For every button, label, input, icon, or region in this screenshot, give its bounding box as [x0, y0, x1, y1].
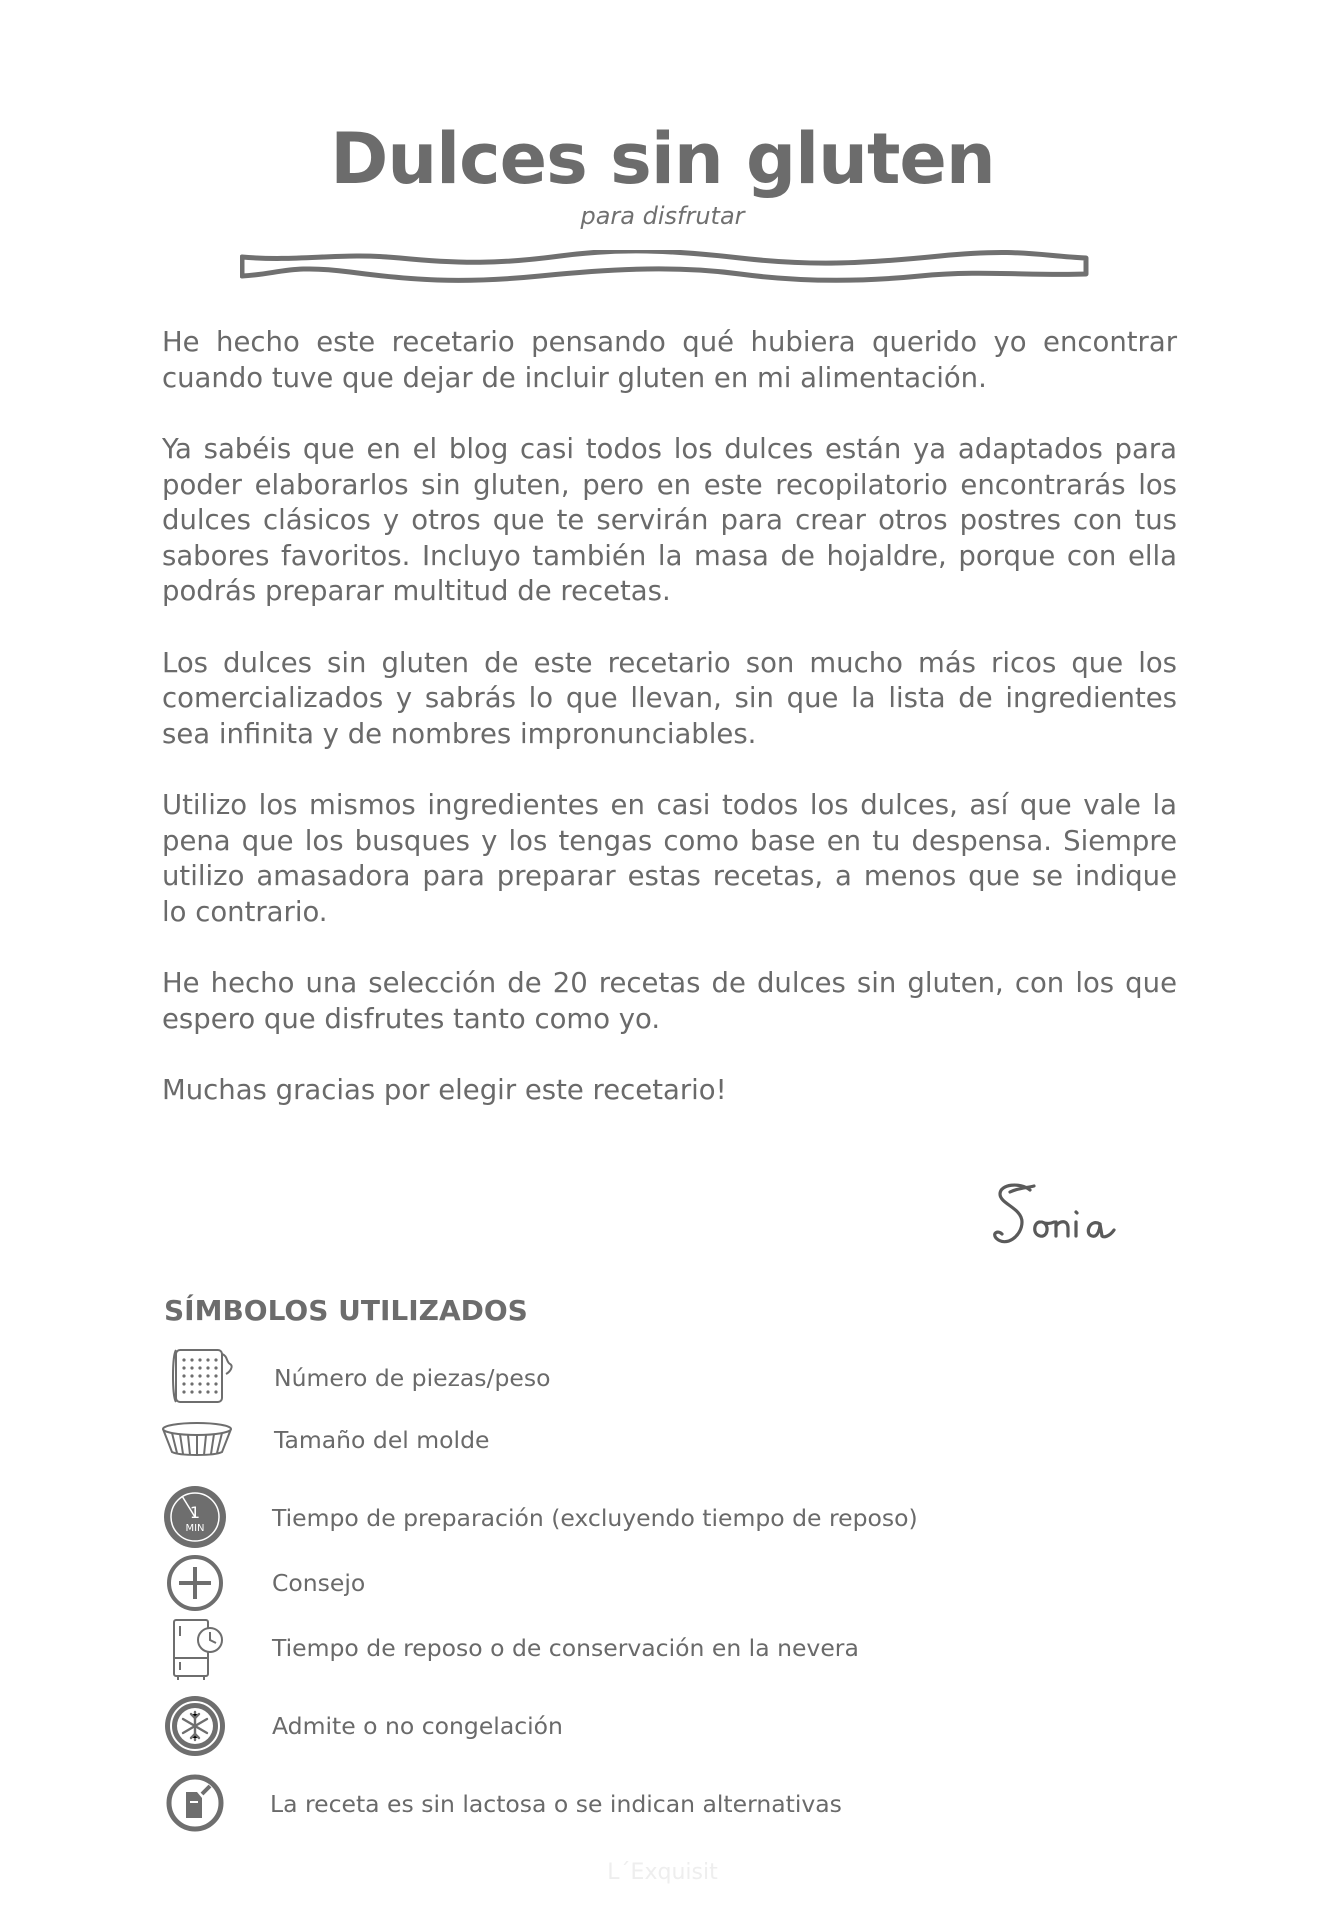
fridge-icon	[170, 1618, 230, 1682]
lactose-free-icon	[164, 1772, 226, 1834]
intro-paragraph-3: Los dulces sin gluten de este recetario son mucho más ricos que los comercializados y sabrás lo que llevan, sin que la lista de ingredientes sea infinita y de nombres impronunciables.	[162, 646, 1177, 750]
intro-paragraph-5: He hecho una selección de 20 recetas de dulces sin gluten, con los que espero que disfrutes tanto como yo.	[162, 967, 1177, 1035]
symbol-label-tip: Consejo	[272, 1569, 366, 1597]
intro-paragraph-2: Ya sabéis que en el blog casi todos los dulces están ya adaptados para poder elaborarlos sin gluten, pero en este recopilatorio encontrarás los dulces clásicos y otros que te servirán para crear otros postres con tus sabores favoritos. Incluyo también la masa de hojaldre, porque con ella podrás preparar multitud de recetas.	[162, 433, 1177, 607]
cracker-icon	[160, 1346, 240, 1408]
page-subtitle: para disfrutar	[580, 202, 745, 230]
intro-text	[162, 325, 1177, 1145]
symbol-label-freeze: Admite o no congelación	[272, 1712, 563, 1740]
intro-paragraph-4: Utilizo los mismos ingredientes en casi todos los dulces, así que vale la pena que los busques y los tengas como base en tu despensa. Siempre utilizo amasadora para preparar estas recetas, a menos que se indique lo contrario.	[162, 789, 1177, 928]
symbol-label-time: Tiempo de preparación (excluyendo tiempo de reposo)	[272, 1504, 918, 1532]
timer-icon	[162, 1484, 228, 1550]
plus-circle-icon	[165, 1553, 225, 1613]
symbols-heading: SÍMBOLOS UTILIZADOS	[164, 1294, 528, 1327]
symbol-label-pieces: Número de piezas/peso	[274, 1364, 551, 1392]
intro-paragraph-6: Muchas gracias por elegir este recetario!	[162, 1074, 727, 1106]
signature	[990, 1178, 1140, 1260]
symbol-label-mold: Tamaño del molde	[274, 1426, 490, 1454]
footer-watermark: L´Exquisit	[607, 1860, 718, 1885]
symbol-label-fridge: Tiempo de reposo o de conservación en la nevera	[272, 1634, 859, 1662]
svg-text:MIN: MIN	[185, 1523, 205, 1534]
symbol-label-lactose: La receta es sin lactosa o se indican alternativas	[270, 1790, 842, 1818]
tart-mold-icon	[160, 1420, 234, 1460]
snowflake-icon	[163, 1694, 227, 1758]
svg-text:1: 1	[189, 1503, 201, 1522]
page-title: Dulces sin gluten	[330, 118, 995, 200]
wavy-divider	[240, 250, 1090, 290]
intro-paragraph-1: He hecho este recetario pensando qué hubiera querido yo encontrar cuando tuve que dejar de incluir gluten en mi alimentación.	[162, 326, 1177, 394]
